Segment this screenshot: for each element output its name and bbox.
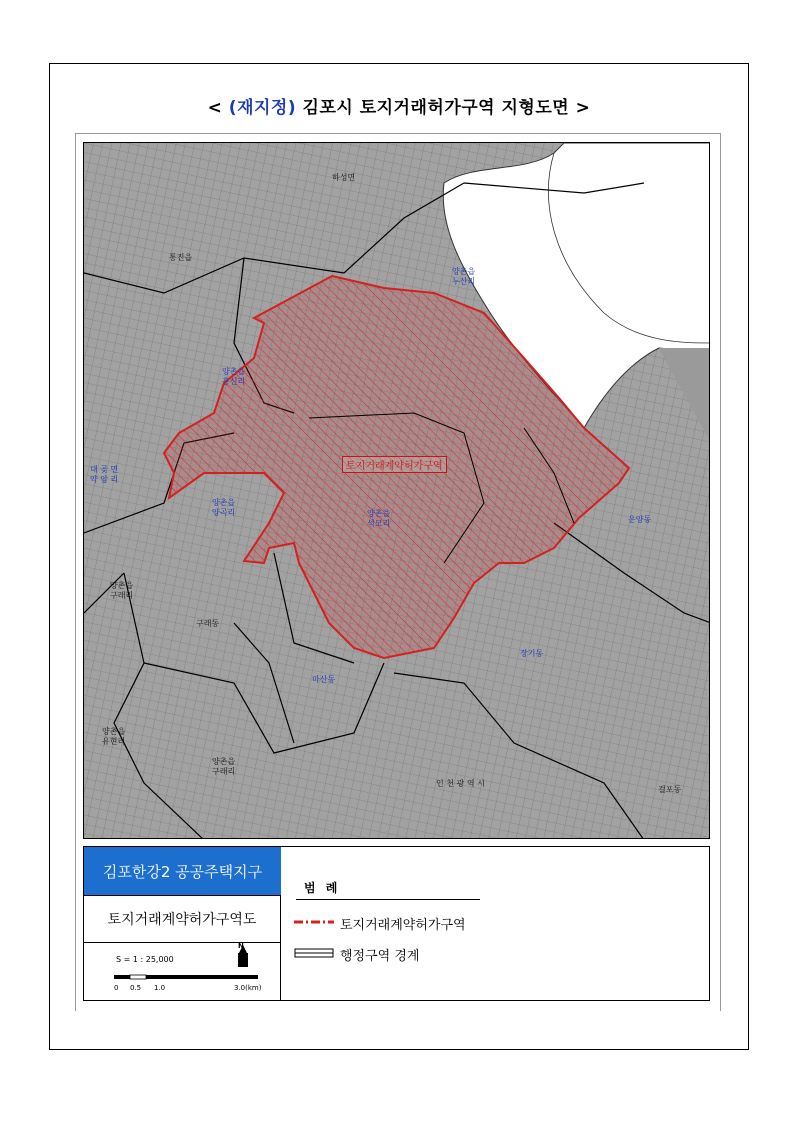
scale-bar [114, 973, 262, 983]
place-label-tongjin: 통진읍 [169, 253, 193, 262]
scale-ratio: S = 1 : 25,000 [116, 955, 174, 964]
place-label-yangchon-nusanri: 양촌읍 누산리 [452, 267, 476, 286]
scale-tick-1: 1.0 [154, 984, 166, 992]
legend-item-admin-boundary: 행정구역 경계 [340, 949, 420, 964]
place-label-yangchon-seokmori: 양촌읍 석모리 [367, 509, 391, 528]
place-label-yangchon-guraeri: 양촌읍 구래리 [110, 581, 134, 600]
place-label-janggi: 장기동 [520, 649, 544, 658]
page-title: < (재지정) 김포시 토지거래허가구역 지형도면 > [207, 98, 591, 118]
place-label-yangchon-yuhyeonri: 양촌읍 유현리 [102, 727, 126, 746]
map-subtitle: 토지거래계약허가구역도 [84, 895, 280, 943]
permit-zone-label: 토지거래계약허가구역 [342, 456, 447, 473]
legend-symbol-permit-zone [294, 917, 334, 927]
place-label-hasung: 하성면 [332, 173, 356, 182]
place-label-gurae: 구래동 [196, 619, 220, 628]
legend-divider [296, 899, 480, 900]
scale-tick-05: 0.5 [130, 984, 142, 992]
title-redesignation: (재지정) [228, 98, 297, 118]
project-title: 김포한강2 공공주택지구 [84, 847, 281, 896]
legend-header: 범 례 [304, 881, 341, 895]
map-panel [83, 142, 710, 839]
scale-tick-3: 3.0(km) [234, 984, 262, 992]
legend-item-permit-zone: 토지거래계약허가구역 [340, 918, 466, 933]
title-main: 김포시 토지거래허가구역 지형도면 [302, 98, 570, 118]
place-label-yangchon-heungsinri: 양촌읍 흥신리 [222, 367, 246, 386]
place-label-geolpo: 걸포동 [658, 785, 682, 794]
place-label-masan: 마산동 [312, 675, 336, 684]
place-label-unyang: 운양동 [628, 515, 652, 524]
scale-tick-0: 0 [114, 984, 119, 992]
legend-symbol-admin-boundary [294, 947, 334, 959]
place-label-incheon: 인 천 광 역 시 [436, 779, 485, 788]
place-label-yangchon-gurae2: 양촌읍 구래리 [212, 757, 236, 776]
place-label-daegot-yakamri: 대 곶 면 약 암 리 [90, 465, 119, 484]
map-graphic [84, 143, 710, 839]
legend-panel [83, 846, 710, 1001]
north-label: N [238, 942, 244, 950]
place-label-yangchon-yanggokri: 양촌읍 양곡리 [212, 498, 236, 517]
